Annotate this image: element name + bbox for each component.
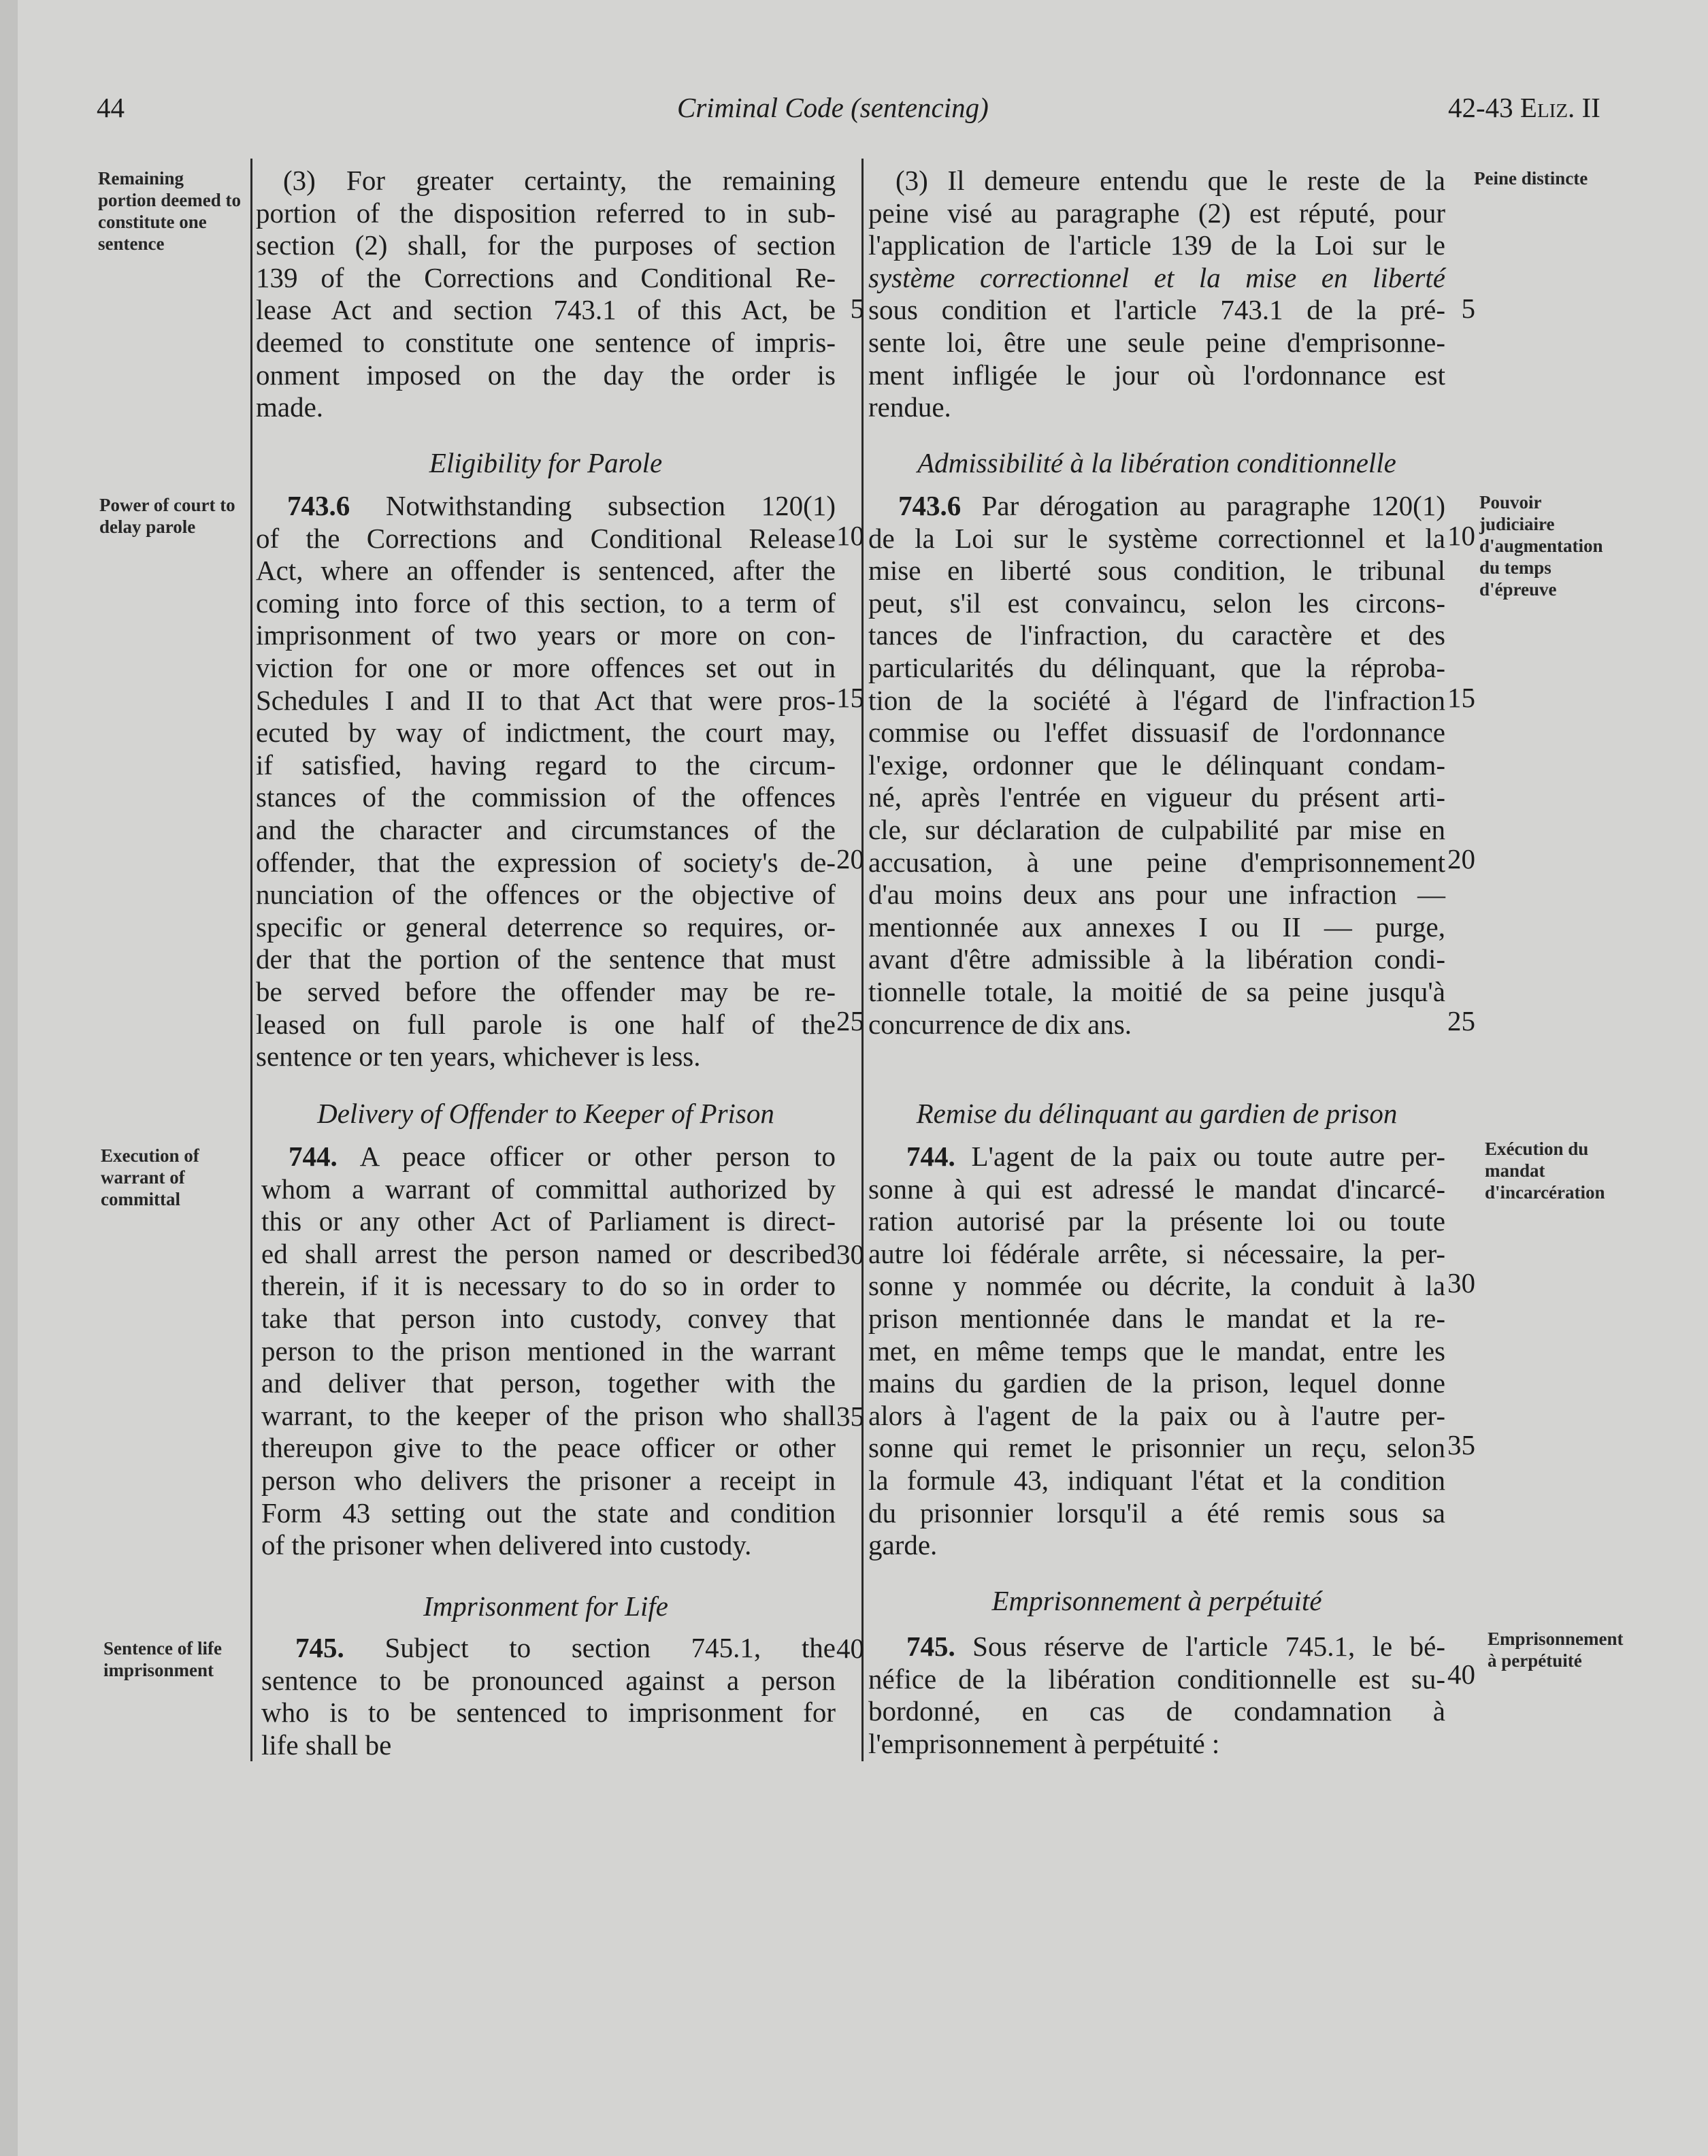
text-line: [256, 490, 836, 523]
text-line: stances of the commission of the offences: [256, 781, 836, 813]
en-heading-eligibility: Eligibility for Parole: [429, 447, 663, 478]
text-line: Schedules I and II to that Act that were pros-: [256, 684, 836, 716]
en-heading-imprisonment-for-life: Imprisonment for Life: [423, 1590, 668, 1622]
page-edge: [0, 0, 18, 2156]
text-line: take that person into custody, convey that: [261, 1302, 836, 1334]
text-line: prison mentionnée dans le mandat et la re-: [868, 1302, 1445, 1334]
text-line: mise en liberté sous condition, le tribunal: [868, 555, 1445, 587]
section-number: 745.: [295, 1632, 344, 1663]
line-number: 20: [1447, 843, 1475, 875]
middle-column-rule: [861, 159, 864, 1761]
text-line: made.: [256, 391, 324, 423]
en-heading-delivery: Delivery of Offender to Keeper of Prison: [317, 1098, 774, 1129]
line-number: 30: [1447, 1267, 1475, 1298]
text-line: thereupon give to the peace officer or other: [261, 1432, 836, 1464]
text-line: [261, 1632, 836, 1665]
text-line: garde.: [868, 1529, 938, 1561]
margin-note-emprisonnement-perpetuite: Emprisonnement à perpétuité: [1488, 1629, 1624, 1671]
text-line: warrant, to the keeper of the prison who shall: [261, 1399, 836, 1431]
section-number: 743.6: [898, 490, 962, 521]
text-fragment: Subject to section 745.1, the: [344, 1632, 836, 1663]
text-line: imprisonment of two years or more on con-: [256, 619, 836, 651]
text-line: der that the portion of the sentence that must: [256, 943, 836, 975]
french-column: [868, 165, 1445, 424]
text-line: cle, sur déclaration de culpabilité par mise en: [868, 813, 1445, 845]
text-line: portion of the disposition referred to in sub-: [256, 197, 836, 229]
text-line: person who delivers the prisoner a receipt in: [261, 1464, 836, 1496]
text-line: and deliver that person, together with the: [261, 1367, 836, 1399]
text-line: leased on full parole is one half of the: [256, 1008, 836, 1040]
running-title: Criminal Code (sentencing): [677, 92, 989, 123]
text-line: onment imposed on the day the order is: [256, 359, 836, 391]
margin-note-power-of-court: Power of court to delay parole: [99, 495, 235, 537]
text-line: né, après l'entrée en vigueur du présent arti-: [868, 781, 1445, 813]
text-line: and the character and circumstances of the: [256, 813, 836, 845]
text-fragment: A peace officer or other person to: [337, 1141, 836, 1172]
margin-note-remaining-portion: Remaining portion deemed to constitute one sentence: [98, 168, 241, 254]
text-line: be served before the offender may be re-: [256, 975, 836, 1007]
text-fragment: Notwithstanding subsection 120(1): [350, 490, 836, 521]
text-line: de la Loi sur le système correctionnel et la: [868, 522, 1445, 554]
text-line: sentence to be pronounced against a person: [261, 1664, 836, 1696]
line-number: 15: [836, 682, 864, 713]
text-line: life shall be: [261, 1729, 392, 1761]
text-line: particularités du délinquant, que la réproba-: [868, 651, 1445, 683]
text-line: Form 43 setting out the state and condition: [261, 1497, 836, 1529]
text-line: [868, 1141, 1445, 1173]
text-line: sentence or ten years, whichever is less.: [256, 1041, 701, 1073]
page-number: 44: [97, 92, 125, 123]
en-section-743-6: [256, 490, 836, 1073]
left-column-rule: [250, 159, 252, 1761]
en-paragraph-743-6: [256, 490, 836, 1073]
en-section-744: [261, 1141, 836, 1562]
text-line: concurrence de dix ans.: [868, 1008, 1132, 1040]
text-line: [261, 1141, 836, 1173]
text-line: tionnelle totale, la moitié de sa peine jusqu'à: [868, 975, 1445, 1007]
text-line: du prisonnier lorsqu'il a été remis sous sa: [868, 1497, 1445, 1529]
text-line: this or any other Act of Parliament is direct-: [261, 1205, 836, 1237]
fr-heading-admissibilite: Admissibilité à la libération conditionnelle: [917, 447, 1396, 478]
fr-heading-remise: Remise du délinquant au gardien de prison: [916, 1098, 1398, 1129]
text-line: therein, if it is necessary to do so in order to: [261, 1270, 836, 1302]
fr-paragraph-745: [868, 1631, 1445, 1760]
margin-note-execution-du-mandat: Exécution du mandat d'incarcération: [1485, 1139, 1605, 1203]
line-number: 30: [836, 1239, 864, 1270]
text-line: sonne à qui est adressé le mandat d'incarcé-: [868, 1173, 1445, 1205]
text-fragment: Par dérogation au paragraphe 120(1): [961, 490, 1445, 521]
text-line: mentionnée aux annexes I ou II — purge,: [868, 911, 1445, 943]
text-line: sonne qui remet le prisonnier un reçu, selon: [868, 1432, 1445, 1464]
fr-section-745: [868, 1631, 1445, 1760]
fr-paragraph-743-5-3: [868, 165, 1445, 424]
line-number: 15: [1447, 682, 1475, 713]
fr-section-744: [868, 1141, 1445, 1562]
text-line: offender, that the expression of society's de-: [256, 846, 836, 878]
line-number: 25: [1447, 1005, 1475, 1036]
text-line: ment infligée le jour où l'ordonnance est: [868, 359, 1445, 391]
text-line: alors à l'agent de la paix ou à l'autre per-: [868, 1399, 1445, 1431]
text-line: (3) For greater certainty, the remaining: [283, 165, 836, 196]
text-line: tances de l'infraction, du caractère et des: [868, 619, 1445, 651]
text-line: 139 of the Corrections and Conditional Re-: [256, 261, 836, 293]
line-number: 10: [1447, 520, 1475, 551]
text-line: who is to be sentenced to imprisonment for: [261, 1697, 836, 1729]
line-number: 40: [836, 1633, 864, 1664]
text-fragment: L'agent de la paix ou toute autre per-: [955, 1141, 1445, 1172]
fr-paragraph-744: [868, 1141, 1445, 1562]
text-line: nunciation of the offences or the objective of: [256, 879, 836, 911]
text-line: deemed to constitute one sentence of impris-: [256, 326, 836, 358]
margin-note-execution-of-warrant: Execution of warrant of committal: [101, 1145, 199, 1209]
text-line: lease Act and section 743.1 of this Act, be: [256, 294, 836, 326]
en-paragraph-745: [261, 1632, 836, 1761]
en-section-745: [261, 1632, 836, 1761]
text-line: autre loi fédérale arrête, si nécessaire, la per-: [868, 1237, 1445, 1269]
text-line: avant d'être admissible à la libération condi-: [868, 943, 1445, 975]
text-line: coming into force of this section, to a term of: [256, 587, 836, 619]
text-line: met, en même temps que le mandat, entre les: [868, 1335, 1445, 1367]
text-line: l'application de l'article 139 de la Loi sur le: [868, 229, 1445, 261]
text-line: tion de la société à l'égard de l'infraction: [868, 684, 1445, 716]
text-line: sous condition et l'article 743.1 de la pré-: [868, 294, 1445, 326]
margin-note-life-imprisonment: Sentence of life imprisonment: [103, 1638, 222, 1680]
text-line: peine visé au paragraphe (2) est réputé, pour: [868, 197, 1445, 229]
text-line: ration autorisé par la présente loi ou toute: [868, 1205, 1445, 1237]
text-line: Act, where an offender is sentenced, after the: [256, 555, 836, 587]
section-number: 744.: [289, 1141, 338, 1172]
text-line: ecuted by way of indictment, the court may,: [256, 717, 836, 749]
text-line: bordonné, en cas de condamnation à: [868, 1695, 1445, 1727]
section-number: 744.: [906, 1141, 955, 1172]
text-line: l'exige, ordonner que le délinquant condam-: [868, 749, 1445, 781]
text-line: of the prisoner when delivered into custody.: [261, 1529, 752, 1561]
fr-paragraph-743-6: [868, 490, 1445, 1041]
text-line: la formule 43, indiquant l'état et la condition: [868, 1464, 1445, 1496]
text-line: of the Corrections and Conditional Release: [256, 522, 836, 554]
text-line: whom a warrant of committal authorized by: [261, 1173, 836, 1205]
margin-note-peine-distincte: Peine distincte: [1474, 168, 1588, 189]
text-line: viction for one or more offences set out in: [256, 651, 836, 683]
text-line: sonne y nommée ou décrite, la conduit à la: [868, 1270, 1445, 1302]
text-line: commise ou l'effet dissuasif de l'ordonnance: [868, 717, 1445, 749]
text-line: système correctionnel et la mise en liberté: [868, 261, 1445, 293]
text-line: (3) Il demeure entendu que le reste de la: [896, 165, 1445, 196]
text-line: ed shall arrest the person named or described: [261, 1237, 836, 1269]
text-line: specific or general deterrence so requires, or-: [256, 911, 836, 943]
text-fragment: Sous réserve de l'article 745.1, le bé-: [955, 1631, 1445, 1662]
line-number: 5: [850, 293, 864, 324]
text-line: [868, 490, 1445, 523]
fr-heading-emprisonnement: Emprisonnement à perpétuité: [991, 1585, 1322, 1616]
line-number: 25: [836, 1005, 864, 1036]
regnal-year: 42-43 Eliz. II: [1448, 92, 1600, 123]
margin-note-pouvoir-judiciaire: Pouvoir judiciaire d'augmentation du temps d'épreuve: [1479, 492, 1603, 600]
text-line: sente loi, être une seule peine d'emprisonne-: [868, 326, 1445, 358]
line-number: 35: [836, 1401, 864, 1432]
section-number: 745.: [906, 1631, 955, 1662]
text-line: l'emprisonnement à perpétuité :: [868, 1727, 1220, 1759]
text-line: [868, 1631, 1445, 1663]
text-line: peut, s'il est convaincu, selon les circons-: [868, 587, 1445, 619]
text-line: rendue.: [868, 391, 951, 423]
line-number: 10: [836, 520, 864, 551]
text-line: if satisfied, having regard to the circum-: [256, 749, 836, 781]
line-number: 35: [1447, 1429, 1475, 1460]
line-number: 40: [1447, 1659, 1475, 1690]
text-line: section (2) shall, for the purposes of section: [256, 229, 836, 261]
text-line: mains du gardien de la prison, lequel donne: [868, 1367, 1445, 1399]
line-number: 20: [836, 843, 864, 875]
text-line: d'au moins deux ans pour une infraction —: [868, 879, 1445, 911]
fr-section-743-6: [868, 490, 1445, 1041]
en-paragraph-743-5-3: [256, 165, 836, 424]
text-line: accusation, à une peine d'emprisonnement: [868, 846, 1445, 878]
english-column: [256, 165, 836, 424]
text-line: person to the prison mentioned in the warrant: [261, 1335, 836, 1367]
line-number: 5: [1461, 293, 1475, 324]
text-line: néfice de la libération conditionnelle est su-: [868, 1663, 1445, 1695]
en-paragraph-744: [261, 1141, 836, 1562]
section-number: 743.6: [287, 490, 350, 521]
